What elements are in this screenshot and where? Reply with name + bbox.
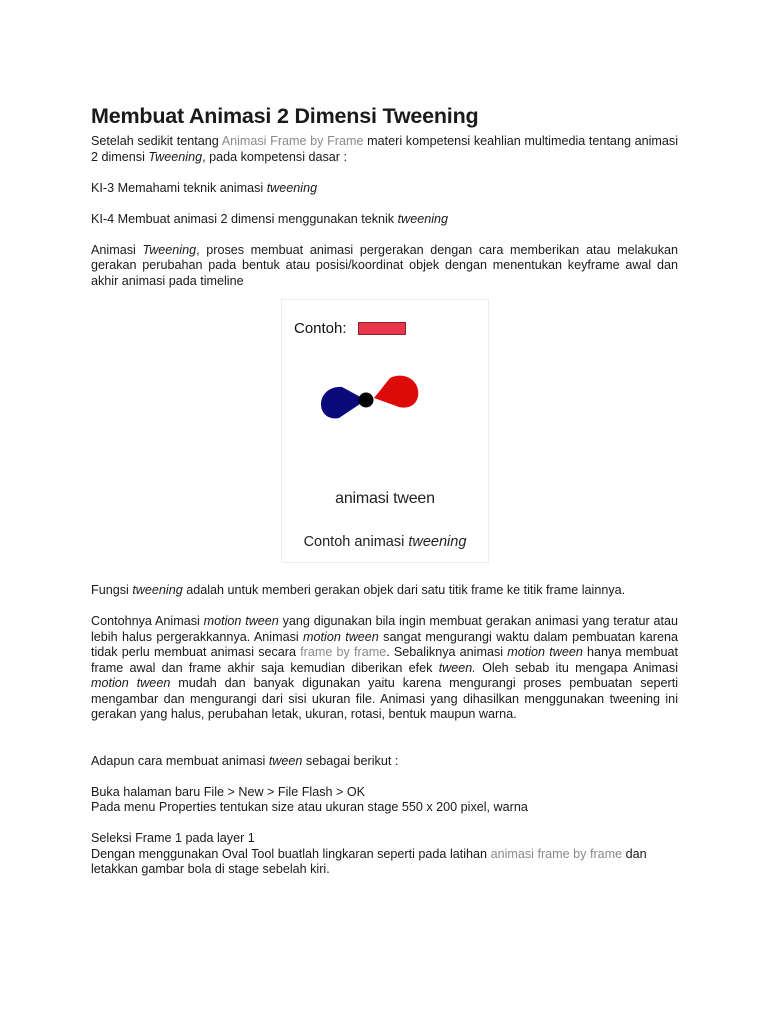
step-2: Pada menu Properties tentukan size atau ukuran stage 550 x 200 pixel, warna: [91, 800, 528, 814]
fungsi-paragraph: Fungsi tweening adalah untuk memberi gerakan objek dari satu titik frame ke titik frame lainnya.: [91, 583, 626, 597]
tween-shapes-illustration: [312, 366, 432, 436]
step-4: Dengan menggunakan Oval Tool buatlah lingkaran seperti pada latihan animasi frame by frame dan letakkan gambar bola di stage sebelah kiri.: [91, 846, 647, 876]
step-1: Buka halaman baru File > New > File Flash > OK: [91, 784, 366, 799]
contoh-paragraph: Contohnya Animasi motion tween yang digunakan bila ingin membuat gerakan animasi yang teratur atau lebih halus pergerakkannya. Animasi motion tween sangat mengurangi waktu dalam pembuatan karena tidak perlu membuat animasi secara frame by frame. Sebaliknya animasi motion tween hanya membuat frame awal dan frame akhir saja kemudian diberikan efek tween. Oleh sebab itu mengapa Animasi motion tween mudah dan banyak digunakan yaitu karena mengurangi proses pembuatan seperti mengambar dan mengurangi dari sisi ukuran file. Animasi yang dihasilkan menggunakan tweening ini gerakan yang halus, perubahan letak, ukuran, rotasi, bentuk maupun warna.: [91, 614, 679, 721]
link-animasi-frame-by-frame-2[interactable]: animasi frame by frame: [490, 846, 623, 861]
figure-label: Contoh:: [294, 320, 347, 337]
ki3-paragraph: KI-3 Memahami teknik animasi tweening: [91, 180, 318, 195]
center-dot: [359, 393, 374, 408]
link-animasi-frame-by-frame[interactable]: Animasi Frame by Frame: [221, 134, 364, 148]
ki4-paragraph: KI-4 Membuat animasi 2 dimensi menggunakan teknik tweening: [91, 211, 449, 226]
red-rectangle-shape: [358, 322, 406, 335]
red-shape: [374, 376, 418, 408]
tween-example-figure: [281, 299, 489, 563]
article: [91, 104, 678, 878]
step-3: Seleksi Frame 1 pada layer 1: [91, 831, 255, 845]
animasi-tween-text: animasi tween: [335, 490, 435, 507]
figure-caption: Contoh animasi tweening: [303, 534, 467, 550]
cara-paragraph: Adapun cara membuat animasi tween sebagai berikut :: [91, 753, 399, 768]
definition-paragraph: Animasi Tweening, proses membuat animasi pergerakan dengan cara memberikan atau melakukan gerakan perubahan pada bentuk atau posisi/koordinat objek dengan menentukan keyframe awal dan akhir animasi pada timeline: [91, 242, 678, 288]
intro-paragraph: Setelah sedikit tentang Animasi Frame by Frame materi kompetensi keahlian multimedia tentang animasi 2 dimensi Tweening, pada kompetensi dasar :: [91, 134, 678, 164]
page-title: Membuat Animasi 2 Dimensi Tweening: [91, 104, 479, 128]
link-frame-by-frame[interactable]: frame by frame: [300, 645, 387, 659]
